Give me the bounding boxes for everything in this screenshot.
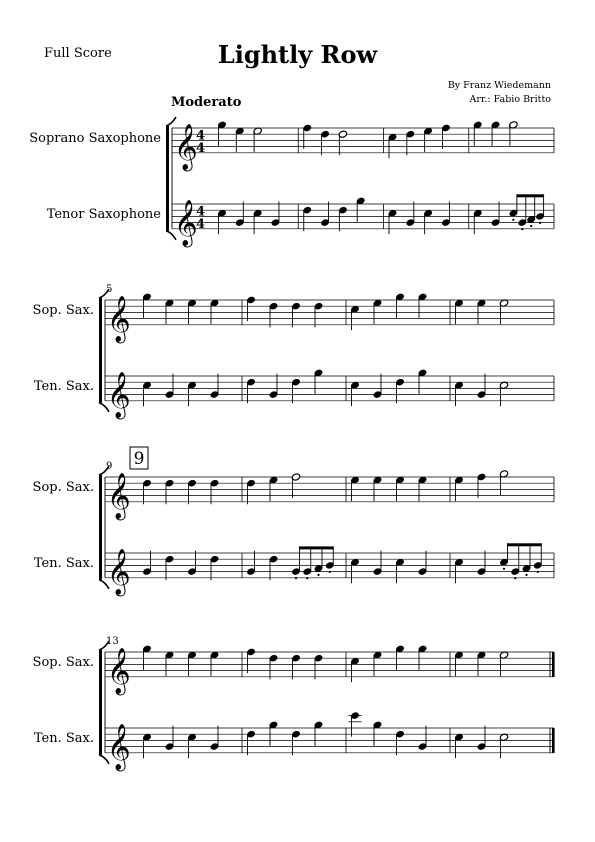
rehearsal-mark: 9 (133, 449, 145, 469)
treble-clef-icon: 𝄞 (107, 472, 131, 519)
staccato-dot (514, 577, 516, 579)
staccato-dot (512, 219, 514, 221)
arranger-credit: Arr.: Fabio Britto (469, 94, 551, 105)
measure-number: 13 (106, 636, 119, 647)
instrument-label-tenor: Ten. Sax. (33, 731, 94, 747)
piece-title: Lightly Row (217, 40, 378, 69)
instrument-label-soprano: Sop. Sax. (32, 655, 94, 671)
tempo-marking: Moderato (171, 95, 242, 110)
system-bracket (99, 650, 102, 755)
treble-clef-icon: 𝄞 (174, 199, 198, 246)
staccato-dot (530, 225, 532, 227)
time-signature-bottom: 4 (196, 216, 206, 232)
instrument-label-soprano: Sop. Sax. (32, 303, 94, 319)
staccato-dot (521, 228, 523, 230)
instrument-label-soprano: Soprano Saxophone (29, 131, 161, 147)
staccato-dot (306, 577, 308, 579)
staccato-dot (295, 577, 297, 579)
treble-clef-icon: 𝄞 (107, 371, 131, 418)
measure-number: 9 (106, 461, 113, 472)
final-barline (552, 652, 555, 677)
instrument-label-tenor: Ten. Sax. (33, 379, 94, 395)
instrument-label-tenor: Tenor Saxophone (46, 207, 161, 223)
measure-number: 5 (106, 284, 113, 295)
system-bracket (99, 475, 102, 580)
composer-credit: By Franz Wiedemann (447, 80, 551, 91)
time-signature-bottom: 4 (196, 140, 206, 156)
staccato-dot (503, 568, 505, 570)
staccato-dot (539, 222, 541, 224)
staccato-dot (537, 571, 539, 573)
beam (507, 543, 542, 546)
system-bracket (99, 298, 102, 403)
instrument-label-tenor: Ten. Sax. (33, 556, 94, 572)
time-signature-top: 4 (196, 204, 206, 220)
staccato-dot (329, 571, 331, 573)
treble-clef-icon: 𝄞 (107, 647, 131, 694)
system-bracket (166, 126, 169, 231)
beam (299, 546, 334, 549)
treble-clef-icon: 𝄞 (107, 723, 131, 770)
treble-clef-icon: 𝄞 (107, 548, 131, 595)
staccato-dot (525, 574, 527, 576)
final-barline (552, 728, 555, 753)
staccato-dot (317, 574, 319, 576)
instrument-label-soprano: Sop. Sax. (32, 480, 94, 496)
time-signature-top: 4 (196, 128, 206, 144)
treble-clef-icon: 𝄞 (174, 123, 198, 170)
beam (516, 194, 544, 197)
score-label: Full Score (44, 46, 112, 61)
treble-clef-icon: 𝄞 (107, 295, 131, 342)
